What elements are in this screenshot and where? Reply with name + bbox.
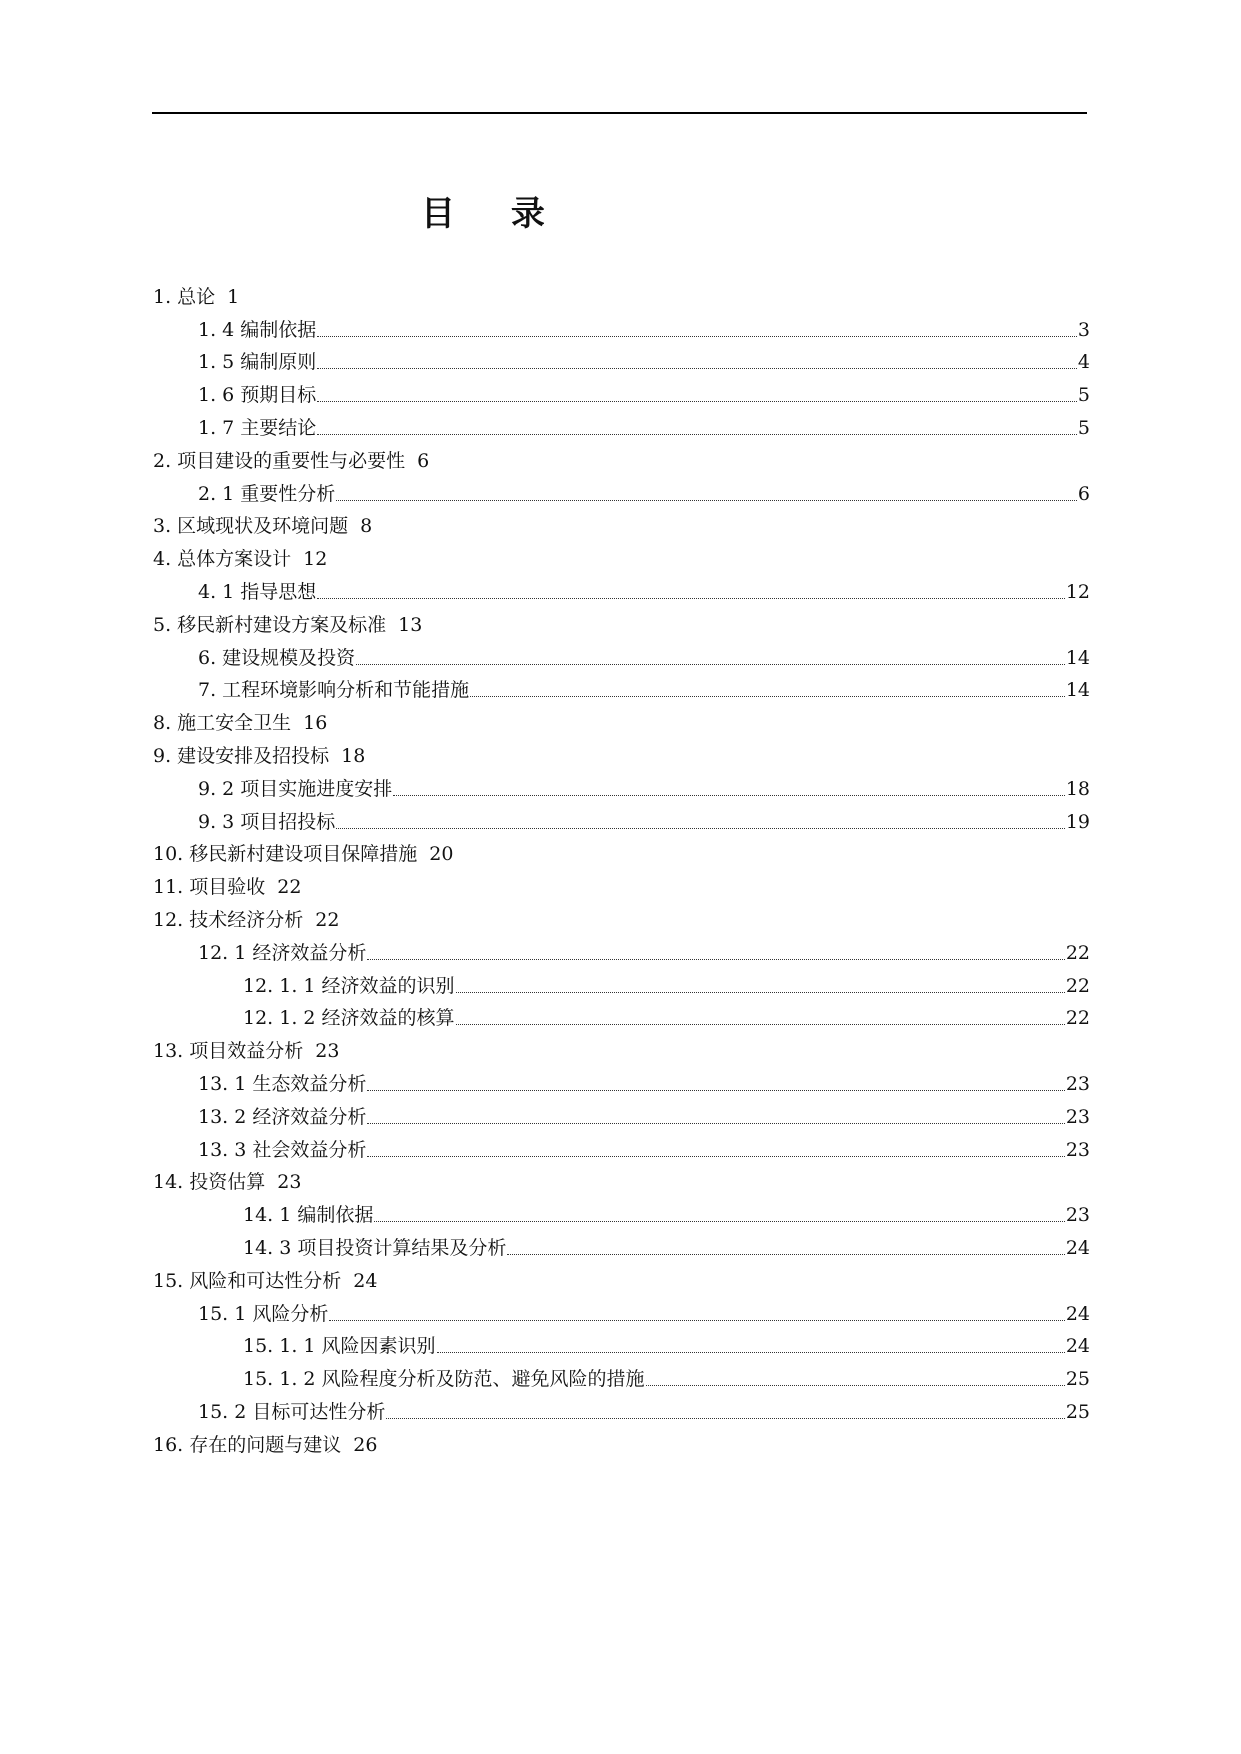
toc-entry-label: 14. 1 编制依据	[243, 1204, 374, 1227]
toc-entry-page-number: 6	[417, 449, 430, 472]
dot-leader	[317, 434, 1077, 435]
toc-entry-label: 2. 项目建设的重要性与必要性	[153, 449, 406, 472]
toc-entry[interactable]	[0, 1296, 1090, 1329]
toc-entry[interactable]	[0, 673, 1090, 706]
toc-entry[interactable]	[0, 640, 1090, 673]
toc-entry[interactable]	[0, 410, 1090, 443]
toc-entry-label: 14. 3 项目投资计算结果及分析	[243, 1236, 507, 1259]
toc-entry[interactable]	[0, 1263, 1241, 1296]
toc-title: 目 录	[421, 194, 567, 234]
toc-entry-label: 13. 2 经济效益分析	[198, 1105, 367, 1128]
toc-entry-page-number: 5	[1077, 416, 1090, 439]
toc-entry-page-number: 23	[277, 1171, 302, 1194]
toc-entry-label: 4. 总体方案设计	[153, 548, 292, 571]
toc-entry-page-number: 24	[1065, 1335, 1090, 1358]
dot-leader	[646, 1385, 1065, 1386]
table-of-contents	[0, 279, 1241, 1460]
toc-entry[interactable]	[0, 837, 1241, 870]
toc-entry-page-number: 22	[1065, 1007, 1090, 1030]
toc-entry-page-number: 26	[353, 1433, 378, 1456]
toc-entry-label: 15. 风险和可达性分析	[153, 1269, 342, 1292]
dot-leader	[317, 336, 1077, 337]
dot-leader	[367, 1156, 1064, 1157]
toc-entry[interactable]	[0, 935, 1090, 968]
toc-entry[interactable]	[0, 1099, 1090, 1132]
toc-entry-label: 6. 建设规模及投资	[198, 646, 356, 669]
toc-entry-page-number: 23	[315, 1040, 340, 1063]
toc-entry[interactable]	[0, 705, 1241, 738]
toc-entry-label: 5. 移民新村建设方案及标准	[153, 613, 387, 636]
toc-entry-page-number: 13	[398, 613, 423, 636]
toc-entry[interactable]	[0, 1329, 1090, 1362]
toc-entry[interactable]	[0, 279, 1241, 312]
dot-leader	[336, 828, 1065, 829]
toc-entry-page-number: 6	[1077, 482, 1090, 505]
toc-entry[interactable]	[0, 607, 1241, 640]
dot-leader	[507, 1254, 1064, 1255]
dot-leader	[367, 1123, 1064, 1124]
toc-entry-label: 12. 1 经济效益分析	[198, 941, 367, 964]
dot-leader	[317, 598, 1065, 599]
toc-entry[interactable]	[0, 1394, 1090, 1427]
toc-entry-label: 16. 存在的问题与建议	[153, 1433, 342, 1456]
dot-leader	[317, 368, 1077, 369]
dot-leader	[393, 795, 1065, 796]
toc-entry-label: 12. 1. 2 经济效益的核算	[243, 1007, 455, 1030]
dot-leader	[367, 1090, 1064, 1091]
toc-entry-label: 15. 1 风险分析	[198, 1302, 329, 1325]
toc-entry-label: 10. 移民新村建设项目保障措施	[153, 843, 418, 866]
dot-leader	[386, 1418, 1064, 1419]
toc-entry[interactable]	[0, 968, 1090, 1001]
toc-entry[interactable]	[0, 574, 1090, 607]
toc-entry-page-number: 8	[360, 515, 373, 538]
header-rule	[152, 112, 1087, 114]
toc-entry-label: 2. 1 重要性分析	[198, 482, 336, 505]
toc-entry-label: 13. 1 生态效益分析	[198, 1072, 367, 1095]
toc-entry[interactable]	[0, 771, 1090, 804]
toc-entry[interactable]	[0, 902, 1241, 935]
toc-entry-page-number: 23	[1065, 1204, 1090, 1227]
toc-entry-page-number: 23	[1065, 1105, 1090, 1128]
toc-entry-page-number: 22	[1065, 974, 1090, 997]
toc-entry[interactable]	[0, 1001, 1090, 1034]
toc-entry-page-number: 14	[1065, 646, 1090, 669]
toc-entry[interactable]	[0, 509, 1241, 542]
dot-leader	[336, 500, 1077, 501]
toc-entry-label: 1. 总论	[153, 285, 216, 308]
dot-leader	[456, 1024, 1065, 1025]
toc-entry[interactable]	[0, 1427, 1241, 1460]
dot-leader	[329, 1320, 1064, 1321]
toc-entry-page-number: 23	[1065, 1138, 1090, 1161]
toc-entry[interactable]	[0, 1361, 1090, 1394]
toc-entry-page-number: 24	[1065, 1236, 1090, 1259]
toc-entry-label: 1. 5 编制原则	[198, 351, 317, 374]
toc-entry-page-number: 24	[1065, 1302, 1090, 1325]
toc-entry-page-number: 22	[1065, 941, 1090, 964]
dot-leader	[437, 1352, 1065, 1353]
toc-entry[interactable]	[0, 345, 1090, 378]
toc-entry-label: 13. 3 社会效益分析	[198, 1138, 367, 1161]
dot-leader	[356, 664, 1065, 665]
toc-entry-page-number: 5	[1077, 384, 1090, 407]
toc-entry-page-number: 25	[1065, 1368, 1090, 1391]
toc-entry-page-number: 25	[1065, 1400, 1090, 1423]
toc-entry[interactable]	[0, 1033, 1241, 1066]
toc-entry-label: 12. 1. 1 经济效益的识别	[243, 974, 455, 997]
toc-entry-page-number: 19	[1065, 810, 1090, 833]
toc-entry[interactable]	[0, 804, 1090, 837]
toc-entry-label: 7. 工程环境影响分析和节能措施	[198, 679, 470, 702]
toc-entry-page-number: 12	[1065, 580, 1090, 603]
toc-entry[interactable]	[0, 1230, 1090, 1263]
toc-entry-page-number: 4	[1077, 351, 1090, 374]
dot-leader	[367, 959, 1064, 960]
toc-entry-page-number: 1	[227, 285, 240, 308]
toc-entry[interactable]	[0, 869, 1241, 902]
toc-entry-label: 9. 2 项目实施进度安排	[198, 777, 393, 800]
toc-entry-label: 1. 4 编制依据	[198, 318, 317, 341]
toc-entry-page-number: 22	[315, 908, 340, 931]
toc-entry-label: 11. 项目验收	[153, 876, 266, 899]
toc-entry-page-number: 18	[1065, 777, 1090, 800]
toc-entry-page-number: 14	[1065, 679, 1090, 702]
toc-entry-page-number: 20	[429, 843, 454, 866]
toc-entry-page-number: 18	[341, 744, 366, 767]
toc-entry[interactable]	[0, 312, 1090, 345]
dot-leader	[317, 401, 1077, 402]
toc-entry-page-number: 22	[277, 876, 302, 899]
toc-entry-label: 15. 2 目标可达性分析	[198, 1400, 386, 1423]
toc-entry-label: 15. 1. 2 风险程度分析及防范、避免风险的措施	[243, 1368, 645, 1391]
toc-entry[interactable]	[0, 1066, 1090, 1099]
toc-entry[interactable]	[0, 443, 1241, 476]
dot-leader	[374, 1221, 1064, 1222]
toc-entry-label: 15. 1. 1 风险因素识别	[243, 1335, 436, 1358]
toc-entry[interactable]	[0, 541, 1241, 574]
toc-entry-label: 14. 投资估算	[153, 1171, 266, 1194]
toc-entry[interactable]	[0, 476, 1090, 509]
toc-entry-label: 9. 3 项目招投标	[198, 810, 336, 833]
toc-entry-label: 12. 技术经济分析	[153, 908, 304, 931]
toc-entry[interactable]	[0, 1165, 1241, 1198]
toc-entry-page-number: 23	[1065, 1072, 1090, 1095]
toc-entry-label: 13. 项目效益分析	[153, 1040, 304, 1063]
dot-leader	[456, 992, 1065, 993]
toc-entry[interactable]	[0, 738, 1241, 771]
toc-entry-label: 9. 建设安排及招投标	[153, 744, 330, 767]
toc-entry-page-number: 3	[1077, 318, 1090, 341]
dot-leader	[470, 696, 1065, 697]
toc-entry-label: 8. 施工安全卫生	[153, 712, 292, 735]
toc-entry-page-number: 12	[303, 548, 328, 571]
toc-entry-page-number: 24	[353, 1269, 378, 1292]
toc-entry-label: 1. 7 主要结论	[198, 416, 317, 439]
toc-entry-label: 4. 1 指导思想	[198, 580, 317, 603]
toc-entry[interactable]	[0, 377, 1090, 410]
toc-entry-page-number: 16	[303, 712, 328, 735]
toc-entry[interactable]	[0, 1197, 1090, 1230]
toc-entry-label: 3. 区域现状及环境问题	[153, 515, 349, 538]
toc-entry-label: 1. 6 预期目标	[198, 384, 317, 407]
toc-entry[interactable]	[0, 1132, 1090, 1165]
